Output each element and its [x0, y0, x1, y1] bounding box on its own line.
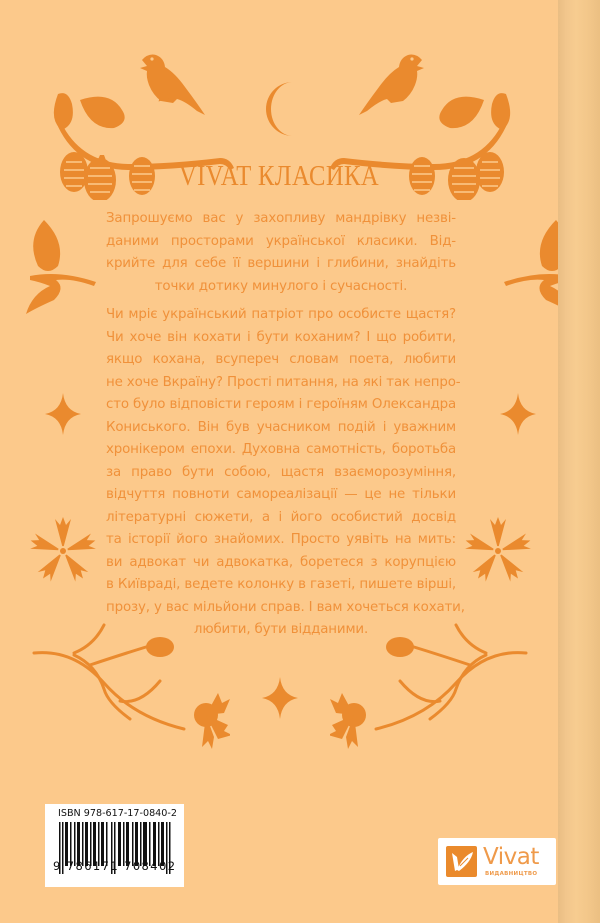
body-line: сто було відповісти героям і героїням Олександра — [106, 397, 457, 412]
body-line: не хоче Вкраїну? Прості питання, на які так непро- — [106, 374, 461, 390]
body-line: любити, бути відданими. — [193, 622, 369, 637]
intro-line: точки дотику минулого і сучасності. — [154, 278, 408, 294]
publisher-logo — [438, 838, 556, 885]
body-line: та історії його знайомих. Просто уявіть на мить: — [106, 532, 456, 547]
crescent-moon-icon — [263, 80, 301, 138]
body-line: Чи хоче він кохати і бути коханим? І що робити, — [106, 329, 456, 345]
intro-paragraph — [106, 208, 456, 298]
publisher-name: Vivat — [483, 844, 539, 870]
four-point-star-bottom-icon — [262, 677, 298, 719]
cornflower-left-icon — [30, 516, 96, 586]
description-paragraph — [106, 304, 465, 642]
body-line: відчуття повноти самореалізації — це не тільки — [106, 487, 456, 502]
body-line: Чи мріє український патріот про особисте щастя? — [106, 307, 456, 322]
body-line: Кониського. Він був учасником подій і уважним — [106, 419, 456, 435]
four-point-star-right-icon — [500, 393, 536, 435]
intro-line: крийте для себе її вершини і глибини, знайдіть — [106, 256, 456, 271]
feather-logo-icon — [446, 846, 477, 877]
body-line: прозу, у вас мільйони справ. І вам хочеться кохати, — [106, 599, 465, 615]
intro-line: даними просторами української класики. Від- — [106, 233, 456, 249]
body-line: в Київраді, ведете колонку в газеті, пишете вірші, — [106, 577, 457, 592]
body-line: літературні сюжети, а і його особистий досвід — [106, 509, 456, 525]
publisher-subtitle: ВИДАВНИЦТВО — [485, 871, 538, 877]
body-line: за право бути собою, щастя взаєморозуміння, — [106, 464, 456, 480]
series-title: VIVAT КЛАСИКА — [178, 161, 380, 192]
isbn-label: ISBN 978-617-17-0840-2 — [58, 808, 177, 819]
book-spine — [558, 0, 600, 923]
intro-line: Запрошуємо вас у захопливу мандрівку незві- — [106, 211, 456, 226]
barcode-digits: 9 786171 708402 — [53, 859, 177, 873]
four-point-star-left-icon — [45, 393, 81, 435]
barcode-bars — [49, 822, 180, 874]
cornflower-right-icon — [465, 516, 531, 586]
body-line: ви адвокат чи адвокатка, боретеся з корупцією — [106, 554, 456, 570]
body-line: хронікером епохи. Духовна самотність, боротьба — [106, 442, 456, 457]
leaf-sprig-left-icon — [26, 218, 98, 318]
body-line: якщо кохана, всупереч словам поета, любити — [106, 352, 456, 367]
isbn-barcode — [45, 804, 184, 887]
